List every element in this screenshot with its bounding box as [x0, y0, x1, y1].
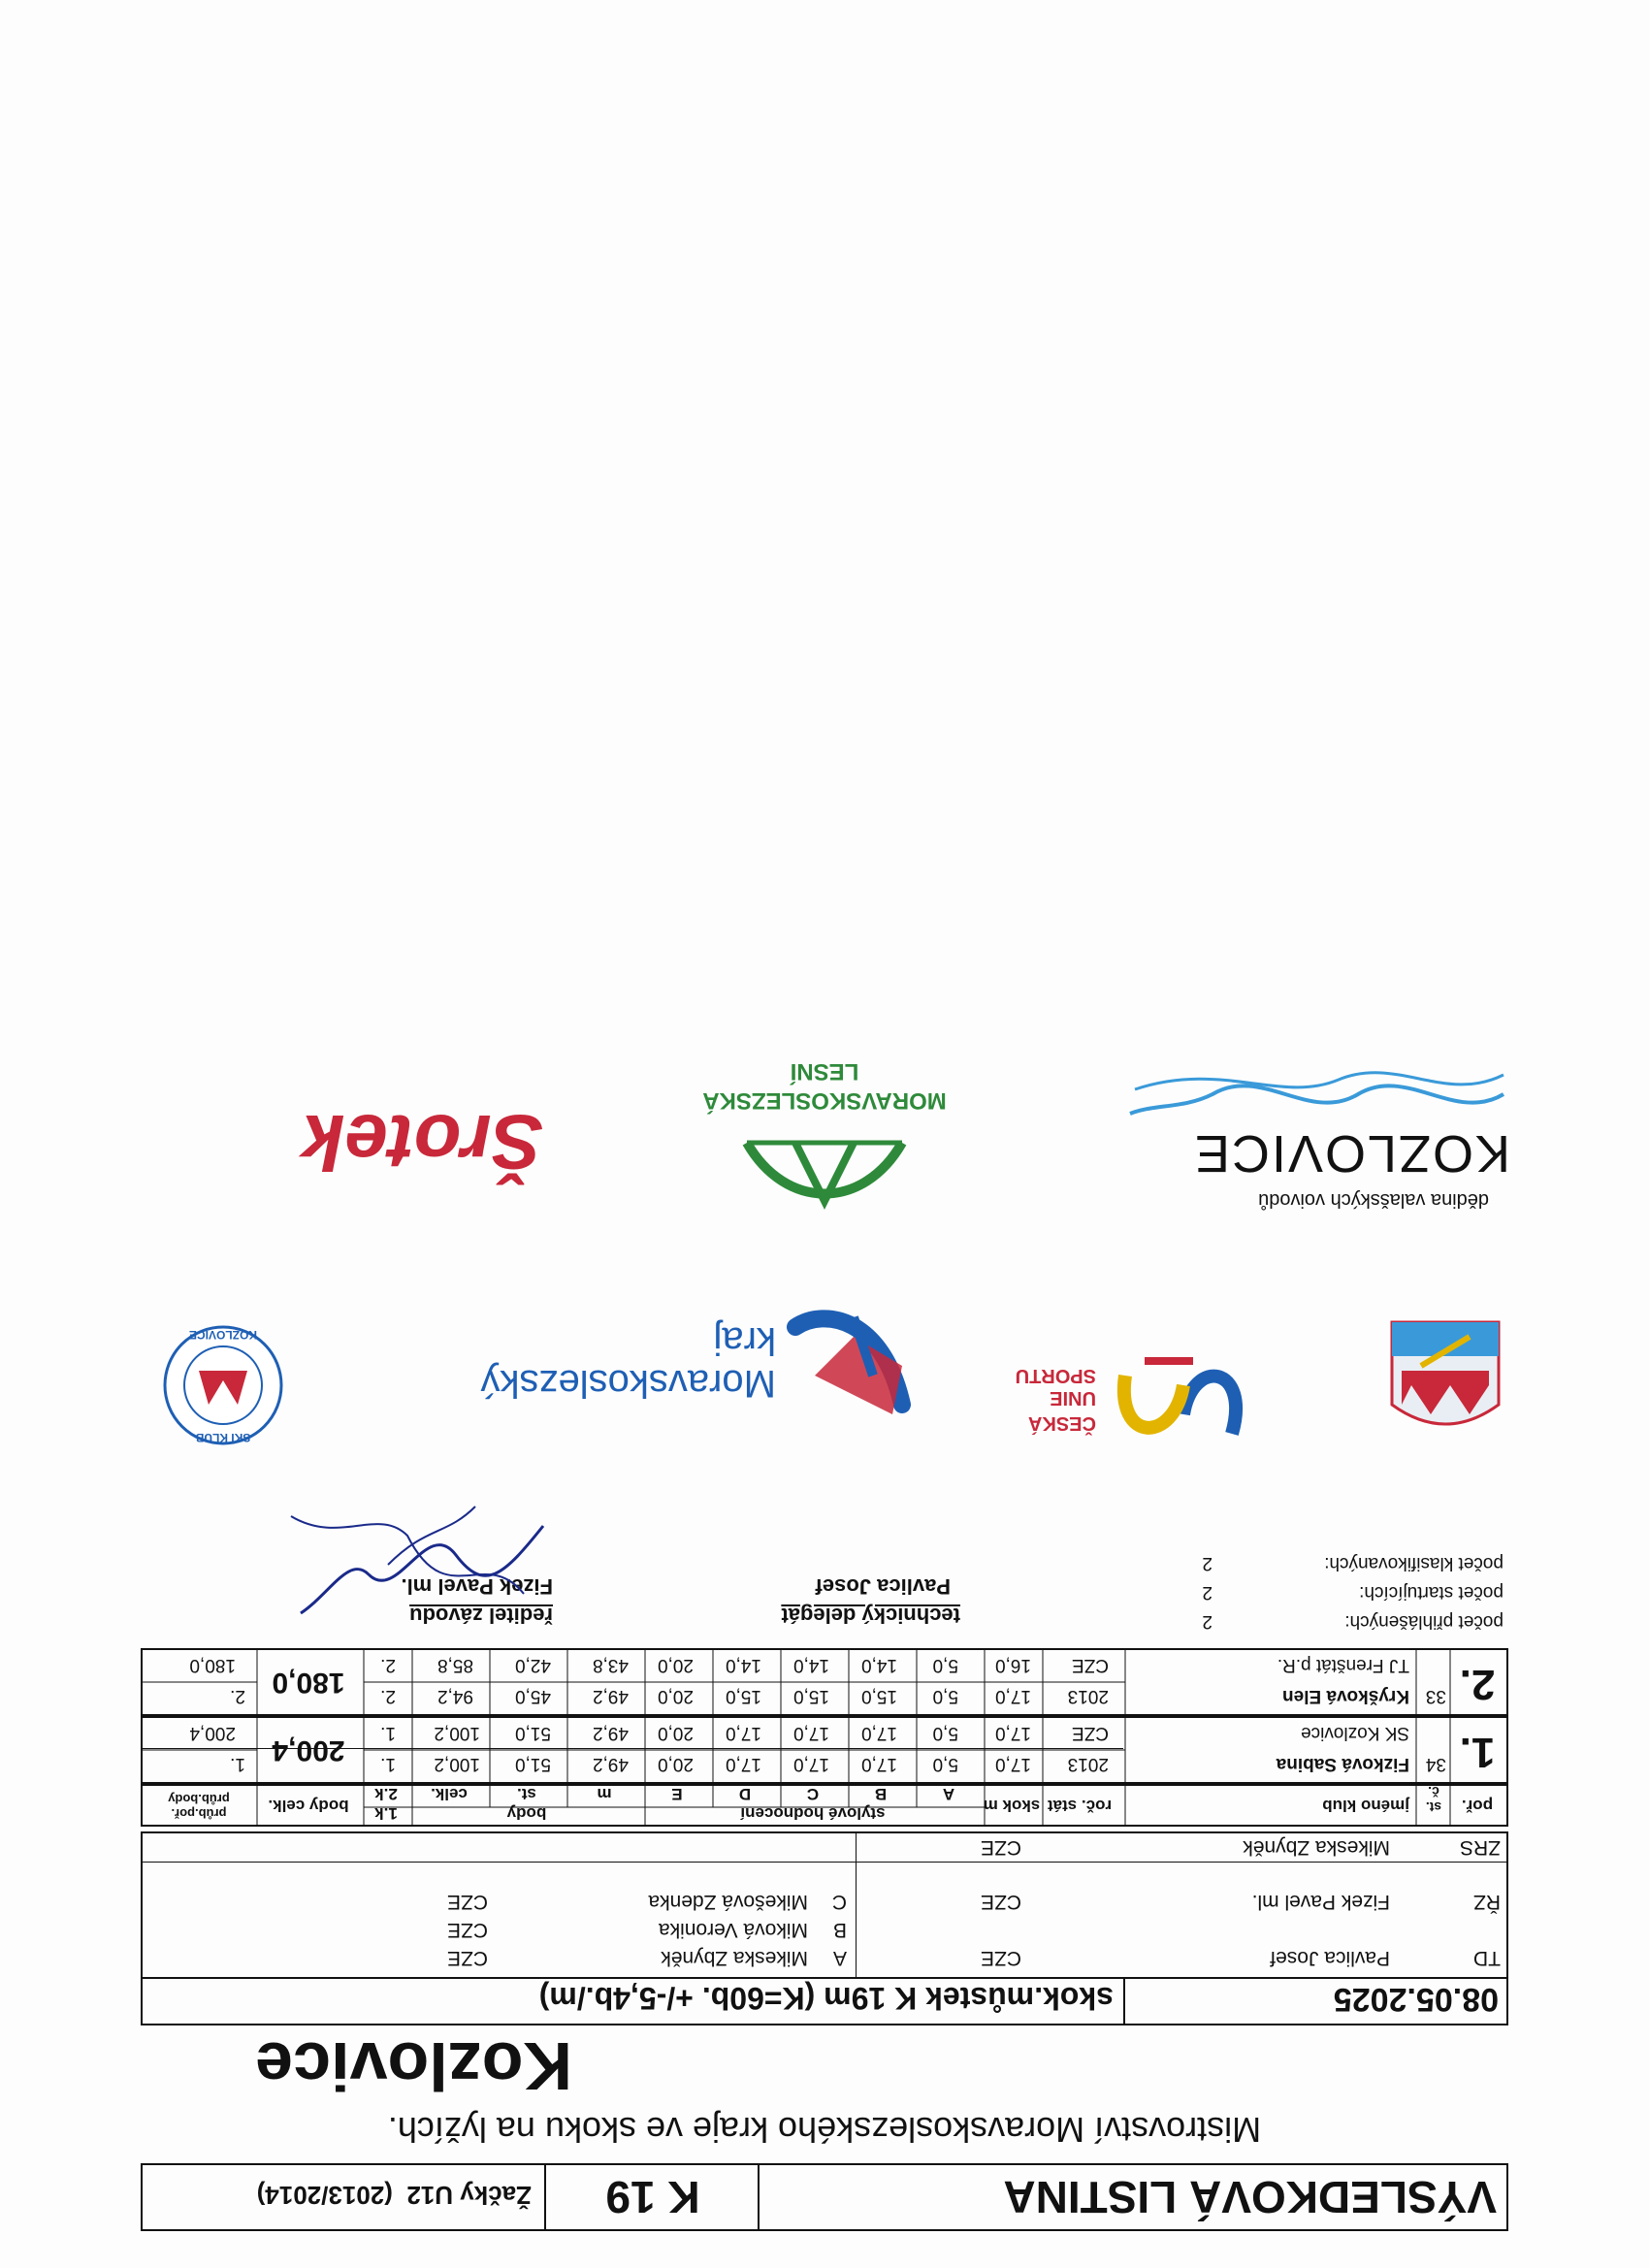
official-role: TD: [1473, 1947, 1501, 1969]
official-nation: CZE: [981, 1947, 1021, 1969]
style-points: 51,0: [515, 1754, 551, 1774]
event-date: 08.05.2025: [1333, 1981, 1499, 2018]
result-bib: 34: [1425, 1754, 1446, 1774]
divider: [758, 2165, 760, 2229]
jump-rank: 1.: [380, 1723, 396, 1743]
judge-name: Miková Veronika: [658, 1919, 808, 1941]
judge-nation: CZE: [447, 1891, 488, 1913]
col-k2: 2.k: [374, 1785, 398, 1803]
cus-logo: [999, 1308, 1251, 1453]
official-nation: CZE: [981, 1836, 1021, 1859]
judge-e-score: 20,0: [658, 1754, 694, 1774]
judge-letter: C: [831, 1891, 847, 1913]
col-k1: 1.k: [374, 1804, 398, 1823]
total-points: 180,0: [272, 1667, 345, 1699]
judge-a-score: 5,0: [932, 1754, 958, 1774]
jump-total: 100,2: [434, 1723, 480, 1743]
judge-a-score: 5,0: [932, 1723, 958, 1743]
divider: [143, 1862, 1506, 1863]
col-por: poř.: [1461, 1797, 1494, 1815]
lesy-logo: [621, 1046, 1028, 1220]
cus-line-1: ČESKÁ: [1027, 1412, 1096, 1434]
signature-role-director: ředitel závodu: [409, 1604, 553, 1628]
col-year: roč. stát: [1047, 1797, 1113, 1815]
jump-distance: 17,0: [995, 1686, 1031, 1706]
cus-line-2: UNIE SPORTU: [1015, 1365, 1096, 1409]
date-row: [141, 1977, 1508, 2025]
result-name: Fizková Sabina: [1276, 1754, 1409, 1774]
col-judge-c: C: [806, 1785, 820, 1803]
distance-points: 43,8: [593, 1655, 629, 1675]
style-points: 51,0: [515, 1723, 551, 1743]
judge-nation: CZE: [447, 1919, 488, 1941]
judge-letter: B: [832, 1919, 847, 1941]
srotek-wordmark: Šrotek: [302, 1099, 543, 1185]
jump-total: 85,8: [437, 1655, 473, 1675]
judge-c-score: 17,0: [793, 1723, 829, 1743]
result-club: SK Kozlovice: [1301, 1723, 1409, 1743]
divider: [544, 2165, 546, 2229]
hill-info: skok.můstek K 19m (K=60b. +/-5,4b./m): [538, 1981, 1114, 2016]
ski-klub-logo: [160, 1322, 286, 1448]
category-label: Žačky U12 (2013/2014): [256, 2181, 532, 2210]
official-name: Pavlica Josef: [1270, 1947, 1390, 1969]
moravskoslezsky-kraj-logo: [466, 1298, 931, 1434]
official-name: Fizek Pavel ml.: [1251, 1891, 1390, 1913]
distance-points: 49,2: [593, 1723, 629, 1743]
official-role: ZRS: [1460, 1836, 1501, 1859]
judge-a-score: 5,0: [932, 1655, 958, 1675]
judge-c-score: 15,0: [793, 1686, 829, 1706]
col-total: celk.: [431, 1785, 468, 1803]
judge-d-score: 14,0: [726, 1655, 761, 1675]
judge-nation: CZE: [447, 1947, 488, 1969]
judge-c-score: 14,0: [793, 1655, 829, 1675]
event-subtitle: Mistrovství Moravskoslezského kraje ve skoku na lyžích.: [387, 2110, 1262, 2150]
signature-role-td: technický delegát: [781, 1604, 960, 1628]
result-year: 2013: [1067, 1754, 1109, 1774]
judge-d-score: 17,0: [726, 1754, 761, 1774]
jump-rank: 1.: [380, 1754, 396, 1774]
document-title: VÝSLEDKOVÁ LISTINA: [1003, 2172, 1497, 2222]
count-started: počet startujících:2: [1202, 1582, 1504, 1603]
judge-name: Mikeska Zbyněk: [661, 1947, 808, 1969]
judge-e-score: 20,0: [658, 1723, 694, 1743]
result-place: 1.: [1459, 1729, 1496, 1776]
col-st-pts: st.: [517, 1785, 536, 1803]
count-registered: počet přihlášených:2: [1202, 1611, 1504, 1632]
results-grid: [141, 1648, 1508, 1827]
judge-a-score: 5,0: [932, 1686, 958, 1706]
judge-e-score: 20,0: [658, 1655, 694, 1675]
result-name: Kryšková Elen: [1282, 1686, 1409, 1706]
judge-d-score: 17,0: [726, 1723, 761, 1743]
running-points: 180,0: [189, 1655, 236, 1675]
kozlovice-tagline: dědina valašských voivodů: [1258, 1189, 1489, 1211]
col-judge-b: B: [874, 1785, 888, 1803]
result-nation: CZE: [1072, 1723, 1109, 1743]
lesy-line-2: LESNÍ: [790, 1058, 859, 1085]
col-judge-e: E: [671, 1785, 683, 1803]
ski-klub-town: KOZLOVICE: [189, 1328, 258, 1342]
judge-name: Mikešová Zdenka: [648, 1891, 808, 1913]
handwritten-signature: [272, 1497, 563, 1633]
col-m: m: [597, 1785, 612, 1803]
result-year: 2013: [1067, 1686, 1109, 1706]
hill-code: K 19: [605, 2172, 700, 2222]
judge-b-score: 15,0: [861, 1686, 897, 1706]
col-dist: skok m: [983, 1797, 1041, 1815]
jump-rank: 2.: [380, 1686, 396, 1706]
signature-name-director: Fizek Pavel ml.: [401, 1574, 553, 1599]
judge-b-score: 17,0: [861, 1754, 897, 1774]
lesy-line-1: MORAVSKOSLEZSKÁ: [702, 1087, 947, 1114]
event-venue: Kozlovice: [255, 2028, 572, 2104]
count-classified: počet klasifikovaných:2: [1202, 1553, 1504, 1573]
running-rank: 2.: [230, 1686, 245, 1706]
judge-d-score: 15,0: [726, 1686, 761, 1706]
kozlovice-crest-logo: [1382, 1317, 1508, 1443]
style-points: 42,0: [515, 1655, 551, 1675]
header-box: [141, 2163, 1508, 2231]
distance-points: 49,2: [593, 1754, 629, 1774]
result-bib: 33: [1425, 1686, 1446, 1706]
jump-distance: 16,0: [995, 1655, 1031, 1675]
jump-total: 100,2: [434, 1754, 480, 1774]
officials-box: [141, 1831, 1508, 1979]
style-points: 45,0: [515, 1686, 551, 1706]
counts-block: [1202, 1548, 1504, 1636]
col-judge-a: A: [942, 1785, 955, 1803]
official-name: Mikeska Zbyněk: [1243, 1836, 1390, 1859]
col-judge-d: D: [738, 1785, 752, 1803]
result-place: 2.: [1459, 1661, 1496, 1708]
col-prub: průb.poř. průb.body: [168, 1792, 230, 1821]
kozlovice-wordmark: KOZLOVICE: [1192, 1124, 1510, 1183]
result-nation: CZE: [1072, 1655, 1109, 1675]
col-style: stylové hodnocení: [740, 1804, 886, 1823]
running-points: 200,4: [189, 1723, 236, 1743]
judge-letter: A: [832, 1947, 847, 1969]
divider: [1123, 1979, 1125, 2024]
jump-distance: 17,0: [995, 1754, 1031, 1774]
ski-klub-label: SKI KLUB: [195, 1431, 251, 1444]
signature-name-td: Pavlica Josef: [815, 1574, 951, 1599]
kraj-name: Moravskoslezský kraj: [480, 1319, 776, 1405]
result-club: TJ Frenštát p.R.: [1277, 1655, 1409, 1675]
distance-points: 49,2: [593, 1686, 629, 1706]
official-nation: CZE: [981, 1891, 1021, 1913]
kozlovice-town-logo: [1111, 1046, 1518, 1211]
judge-b-score: 17,0: [861, 1723, 897, 1743]
srotek-logo: [136, 1089, 543, 1186]
running-rank: 1.: [230, 1754, 245, 1774]
col-body-celk: body celk.: [268, 1797, 349, 1815]
col-name: jméno klub: [1322, 1797, 1409, 1815]
col-st: st. č.: [1425, 1784, 1442, 1815]
jump-total: 94,2: [437, 1686, 473, 1706]
judge-c-score: 17,0: [793, 1754, 829, 1774]
jump-rank: 2.: [380, 1655, 396, 1675]
judge-b-score: 14,0: [861, 1655, 897, 1675]
total-points: 200,4: [272, 1734, 345, 1766]
jump-distance: 17,0: [995, 1723, 1031, 1743]
judge-e-score: 20,0: [658, 1686, 694, 1706]
col-body: body: [506, 1804, 547, 1823]
officials-column: [856, 1833, 1506, 1977]
official-role: ŘZ: [1473, 1891, 1501, 1913]
